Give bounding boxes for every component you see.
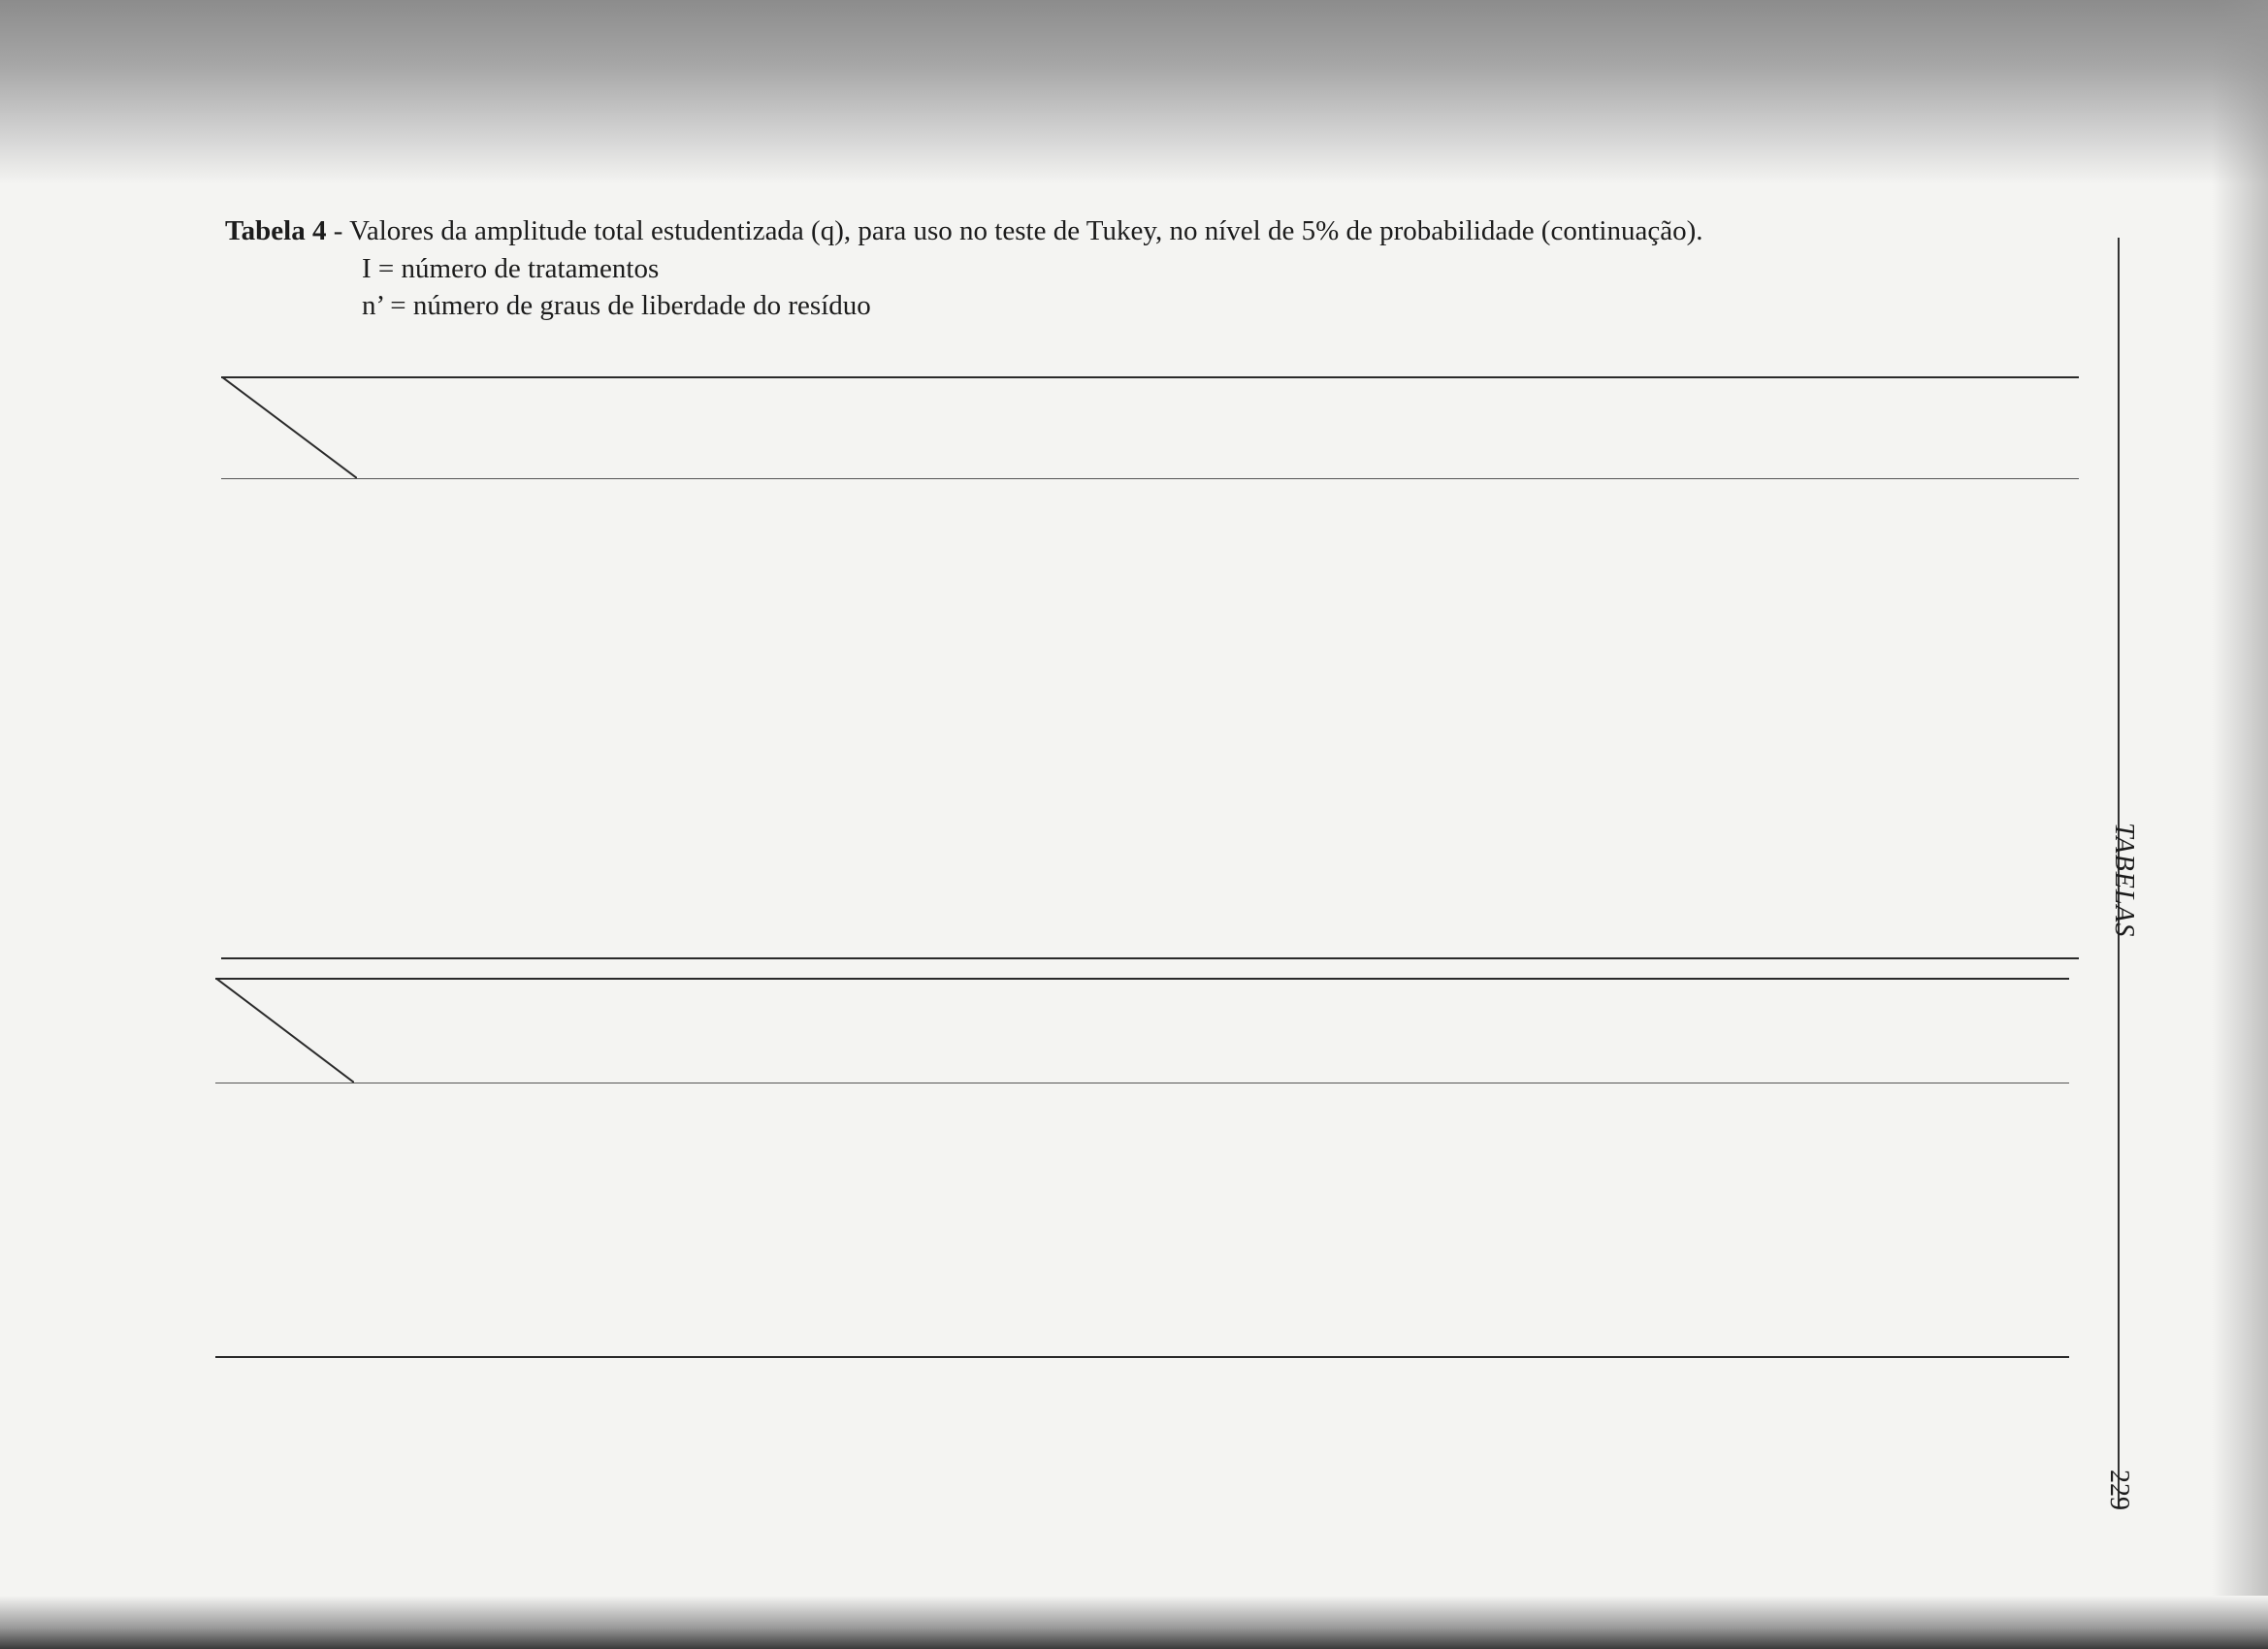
side-section-label: TABELAS — [2109, 823, 2139, 938]
corner-diagonal — [221, 376, 357, 478]
scan-right-shadow — [2212, 0, 2268, 1649]
caption-definition-i: I = número de tratamentos — [362, 253, 660, 284]
caption-definition-n: n’ = número de graus de liberdade do resíduo — [362, 290, 871, 321]
table-bottom-rule — [221, 957, 2079, 959]
caption-title: - Valores da amplitude total estudentizada (q), para uso no teste de Tukey, no nível de 5% de probabilidade (continuação). — [326, 215, 1703, 246]
table-top-rule — [221, 376, 2079, 378]
table-caption — [225, 213, 1702, 248]
table-header-rule — [221, 478, 2079, 479]
corner-diagonal — [215, 978, 354, 1083]
caption-label: Tabela 4 — [225, 215, 327, 246]
scan-bottom-shadow — [0, 1596, 2268, 1649]
table-bottom-rule — [215, 1356, 2069, 1358]
page-number: 229 — [2104, 1470, 2134, 1510]
scan-top-shadow — [0, 0, 2268, 184]
table-top-rule — [215, 978, 2069, 980]
